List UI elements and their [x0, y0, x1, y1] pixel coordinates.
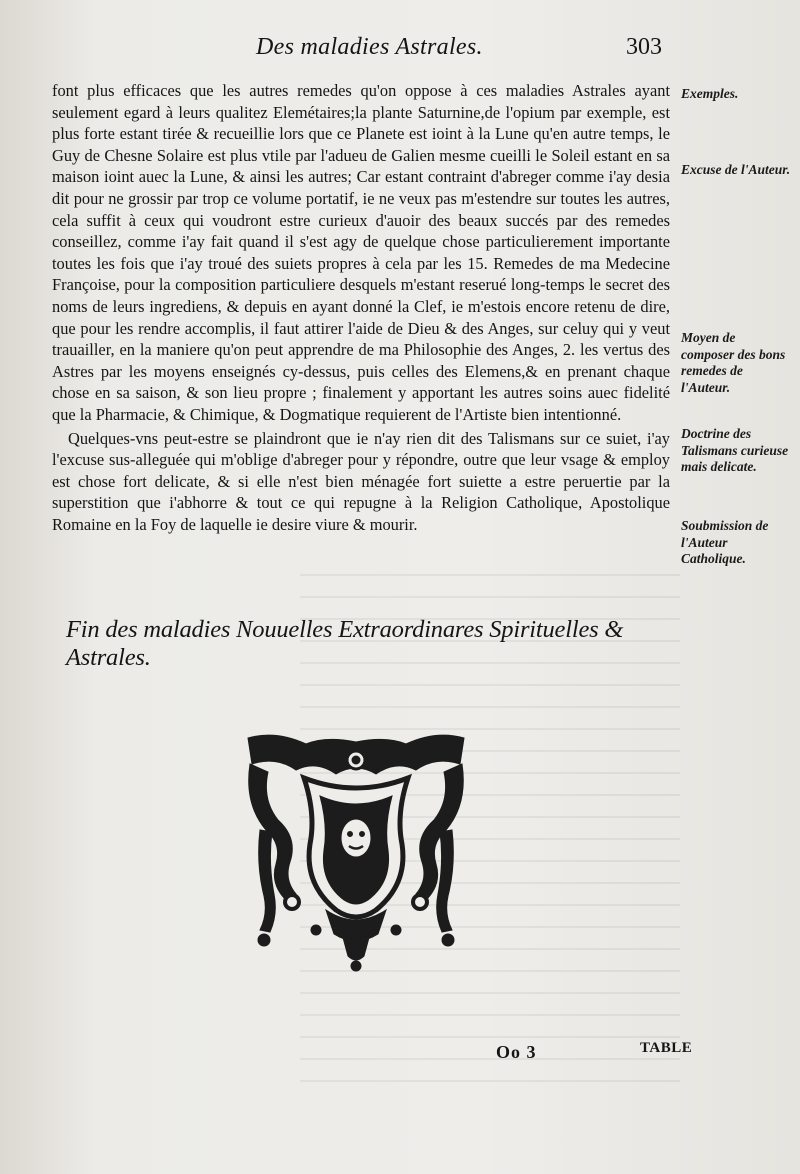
catchword: TABLE	[640, 1040, 693, 1056]
fleuron-ornament-icon	[246, 734, 466, 972]
page-number: 303	[626, 34, 662, 60]
paragraph: Quelques-vns peut-estre se plaindront que ie n'ay rien dit des Talismans sur ce suiet, i'ay l'excuse sus-alleguée qui m'oblige d'abreger pour y répondre, outre que leur vsage & employ est chose fort delicate, & si elle n'est bien ménagée fort suiette a estre peruertie par la superstition que i'abhorre & tout ce qui repugne à la Religion Catholique, Apostolique Romaine en la Foy de laquelle ie desire viure & mourir.	[52, 428, 670, 534]
paragraph: font plus efficaces que les autres remedes qu'on oppose à ces maladies Astrales ayant seulement egard à leurs qualitez Elemétaires;la plante Saturnine,de l'opium par exemple, est plus forte estant tirée & recueillie lors que ce Planete est ioint à la Lune qu'en autre temps, le Guy de Chesne Solaire est plus vtile par l'adueu de Galien mesme cueilli le Soleil estant en sa maison ioint auec la Lune, & ainsi les autres; Car estant contraint d'abreger comme i'ay desia dit pour ne grossir par trop ce volume portatif, ie ne veux pas m'estendre sur toutes les autres, cela suffit à ceux qui voudront estre curieux d'auoir des beaux succés par des remedes conseillez, comme i'ay fait quand il s'est agy de quelque chose particulierement importante toutes les fois que i'ay troué des suiets propres à cela par les 15. Remedes de ma Medecine Françoise, pour la composition particuliere desquels m'estant reserué long-temps le secret des noms de leurs ingrediens, & depuis en ayant donné la Clef, ie m'estois encore retenu de dire, que pour les rendre accomplis, il faut attirer l'aide de Dieu & des Anges, sur celuy qui y veut trauailler, en la maniere qu'on peut apprendre de ma Philosophie des Anges, 2. les vertus des Astres par les moyens enseignés cy-dessus, puis celles des Elemens,& en prenant chaque chose en sa saison, & son lieu propre ; finalement y apportant les autres soins auec fidelité que la Pharmacie, & Chimique, & Dogmatique requierent de l'Artiste bien intentionné.	[52, 81, 670, 424]
end-title: Fin des maladies Nouuelles Extraordinares Spirituelles & Astrales.	[66, 616, 624, 671]
margin-note: Soubmission de l'Auteur Catholique.	[681, 518, 769, 566]
margin-note: Doctrine des Talismans curieuse mais delicate.	[681, 426, 789, 474]
running-head	[0, 34, 800, 64]
margin-note: Excuse de l'Auteur.	[681, 162, 791, 177]
margin-note: Moyen de composer des bons remedes de l'Auteur.	[681, 330, 786, 395]
body-text	[52, 80, 670, 535]
signature-mark: Oo 3	[496, 1042, 537, 1062]
running-title: Des maladies Astrales.	[256, 34, 483, 60]
margin-note: Exemples.	[681, 86, 739, 101]
